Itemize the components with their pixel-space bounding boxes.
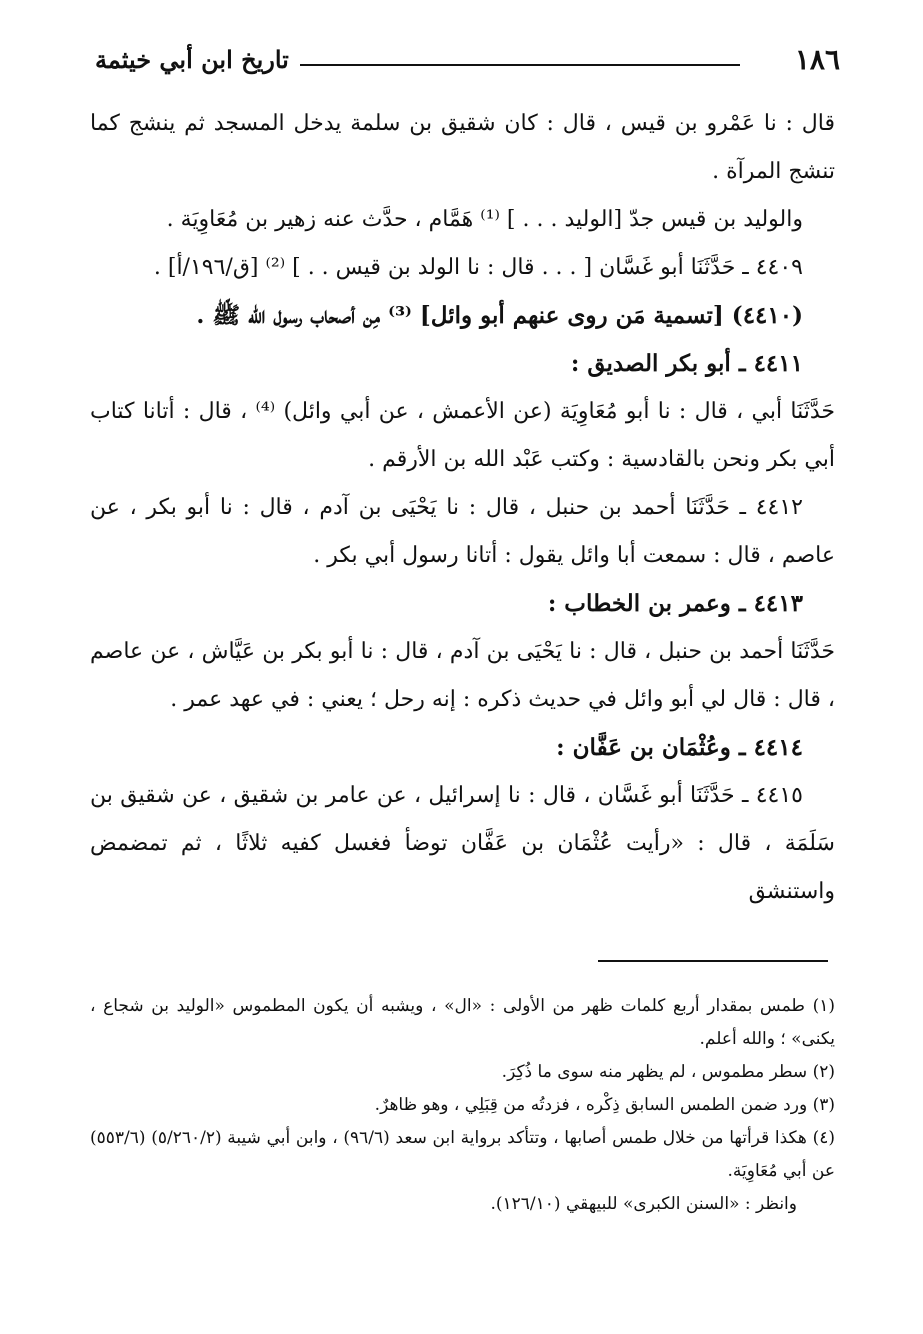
- text-paragraph: حَدَّثَنَا أبي ، قال : نا أبو مُعَاوِيَة (عن الأعمش ، عن أبي وائل) ⁽⁴⁾ ، قال : أتانا كتاب أبي بكر ونحن بالقادسية : وكتب عَبْد الله بن الأرقم .: [90, 399, 835, 472]
- main-text: [90, 100, 835, 916]
- page-header: [95, 40, 840, 80]
- text-paragraph: ٤٤١٢ ـ حَدَّثَنَا أحمد بن حنبل ، قال : نا يَحْيَى بن آدم ، قال : نا أبو بكر ، عن عاصم ، قال : سمعت أبا وائل يقول : أتانا رسول أبي بكر .: [90, 495, 835, 568]
- footnote-separator: [598, 960, 828, 962]
- text-paragraph: حَدَّثَنَا أحمد بن حنبل ، قال : نا يَحْيَى بن آدم ، قال : نا أبو بكر بن عَيَّاش ، عن عاصم ، قال : قال لي أبو وائل في حديث ذكره : إنه رحل ؛ يعني : في عهد عمر .: [90, 639, 835, 712]
- section-heading: ٤٤١١ ـ أبو بكر الصديق :: [570, 350, 803, 377]
- footnote: (١) طمس بمقدار أربع كلمات ظهر من الأولى : «ال» ، ويشبه أن يكون المطموس «الوليد بن شجاع ، يكنى» ؛ والله أعلم.: [90, 996, 835, 1049]
- footnote: (٣) ورد ضمن الطمس السابق ذِكْره ، فزدتُه من قِبَلِي ، وهو ظاهرٌ.: [374, 1095, 835, 1115]
- text-paragraph: والوليد بن قيس جدّ [الوليد . . . ] ⁽¹⁾ هَمَّام ، حدَّث عنه زهير بن مُعَاوِيَة .: [166, 207, 803, 232]
- page-number: ١٨٦: [794, 43, 840, 76]
- section-heading: (٤٤١٠) [تسمية مَن روى عنهم أبو وائل] ⁽³⁾ مِن أصحاب رسول الله ﷺ .: [196, 302, 803, 329]
- footnote: (٤) هكذا قرأتها من خلال طمس أصابها ، وتتأكد برواية ابن سعد (٩٦/٦) ، وابن أبي شيبة (٥/٢٦٠/٢) (٥٥٣/٦) عن أبي مُعَاوِيَة.: [90, 1128, 835, 1181]
- footnote-continuation: وانظر : «السنن الكبرى» للبيهقي (١٢٦/١٠).: [490, 1194, 797, 1214]
- text-paragraph: قال : نا عَمْرو بن قيس ، قال : كان شقيق بن سلمة يدخل المسجد ثم ينشج كما تنشج المرآة .: [90, 111, 835, 184]
- footnotes: [90, 990, 835, 1221]
- section-heading: ٤٤١٣ ـ وعمر بن الخطاب :: [547, 590, 803, 617]
- text-paragraph: ٤٤٠٩ ـ حَدَّثَنَا أبو غَسَّان [ . . . قال : نا الولد بن قيس . . ] ⁽²⁾ [ق/١٩٦/أ] .: [153, 255, 803, 280]
- footnote: (٢) سطر مطموس ، لم يظهر منه سوى ما ذُكِرَ.: [501, 1062, 835, 1082]
- text-paragraph: ٤٤١٥ ـ حَدَّثَنَا أبو غَسَّان ، قال : نا إسرائيل ، عن عامر بن شقيق ، عن شقيق بن سَلَمَة ، قال : «رأيت عُثْمَان بن عَفَّان توضأ فغسل كفيه ثلاثًا ، ثم تمضمض واستنشق: [90, 783, 835, 904]
- running-title: تاريخ ابن أبي خيثمة: [95, 45, 289, 74]
- header-rule: [300, 64, 740, 66]
- section-heading: ٤٤١٤ ـ وعُثْمَان بن عَفَّان :: [556, 734, 803, 761]
